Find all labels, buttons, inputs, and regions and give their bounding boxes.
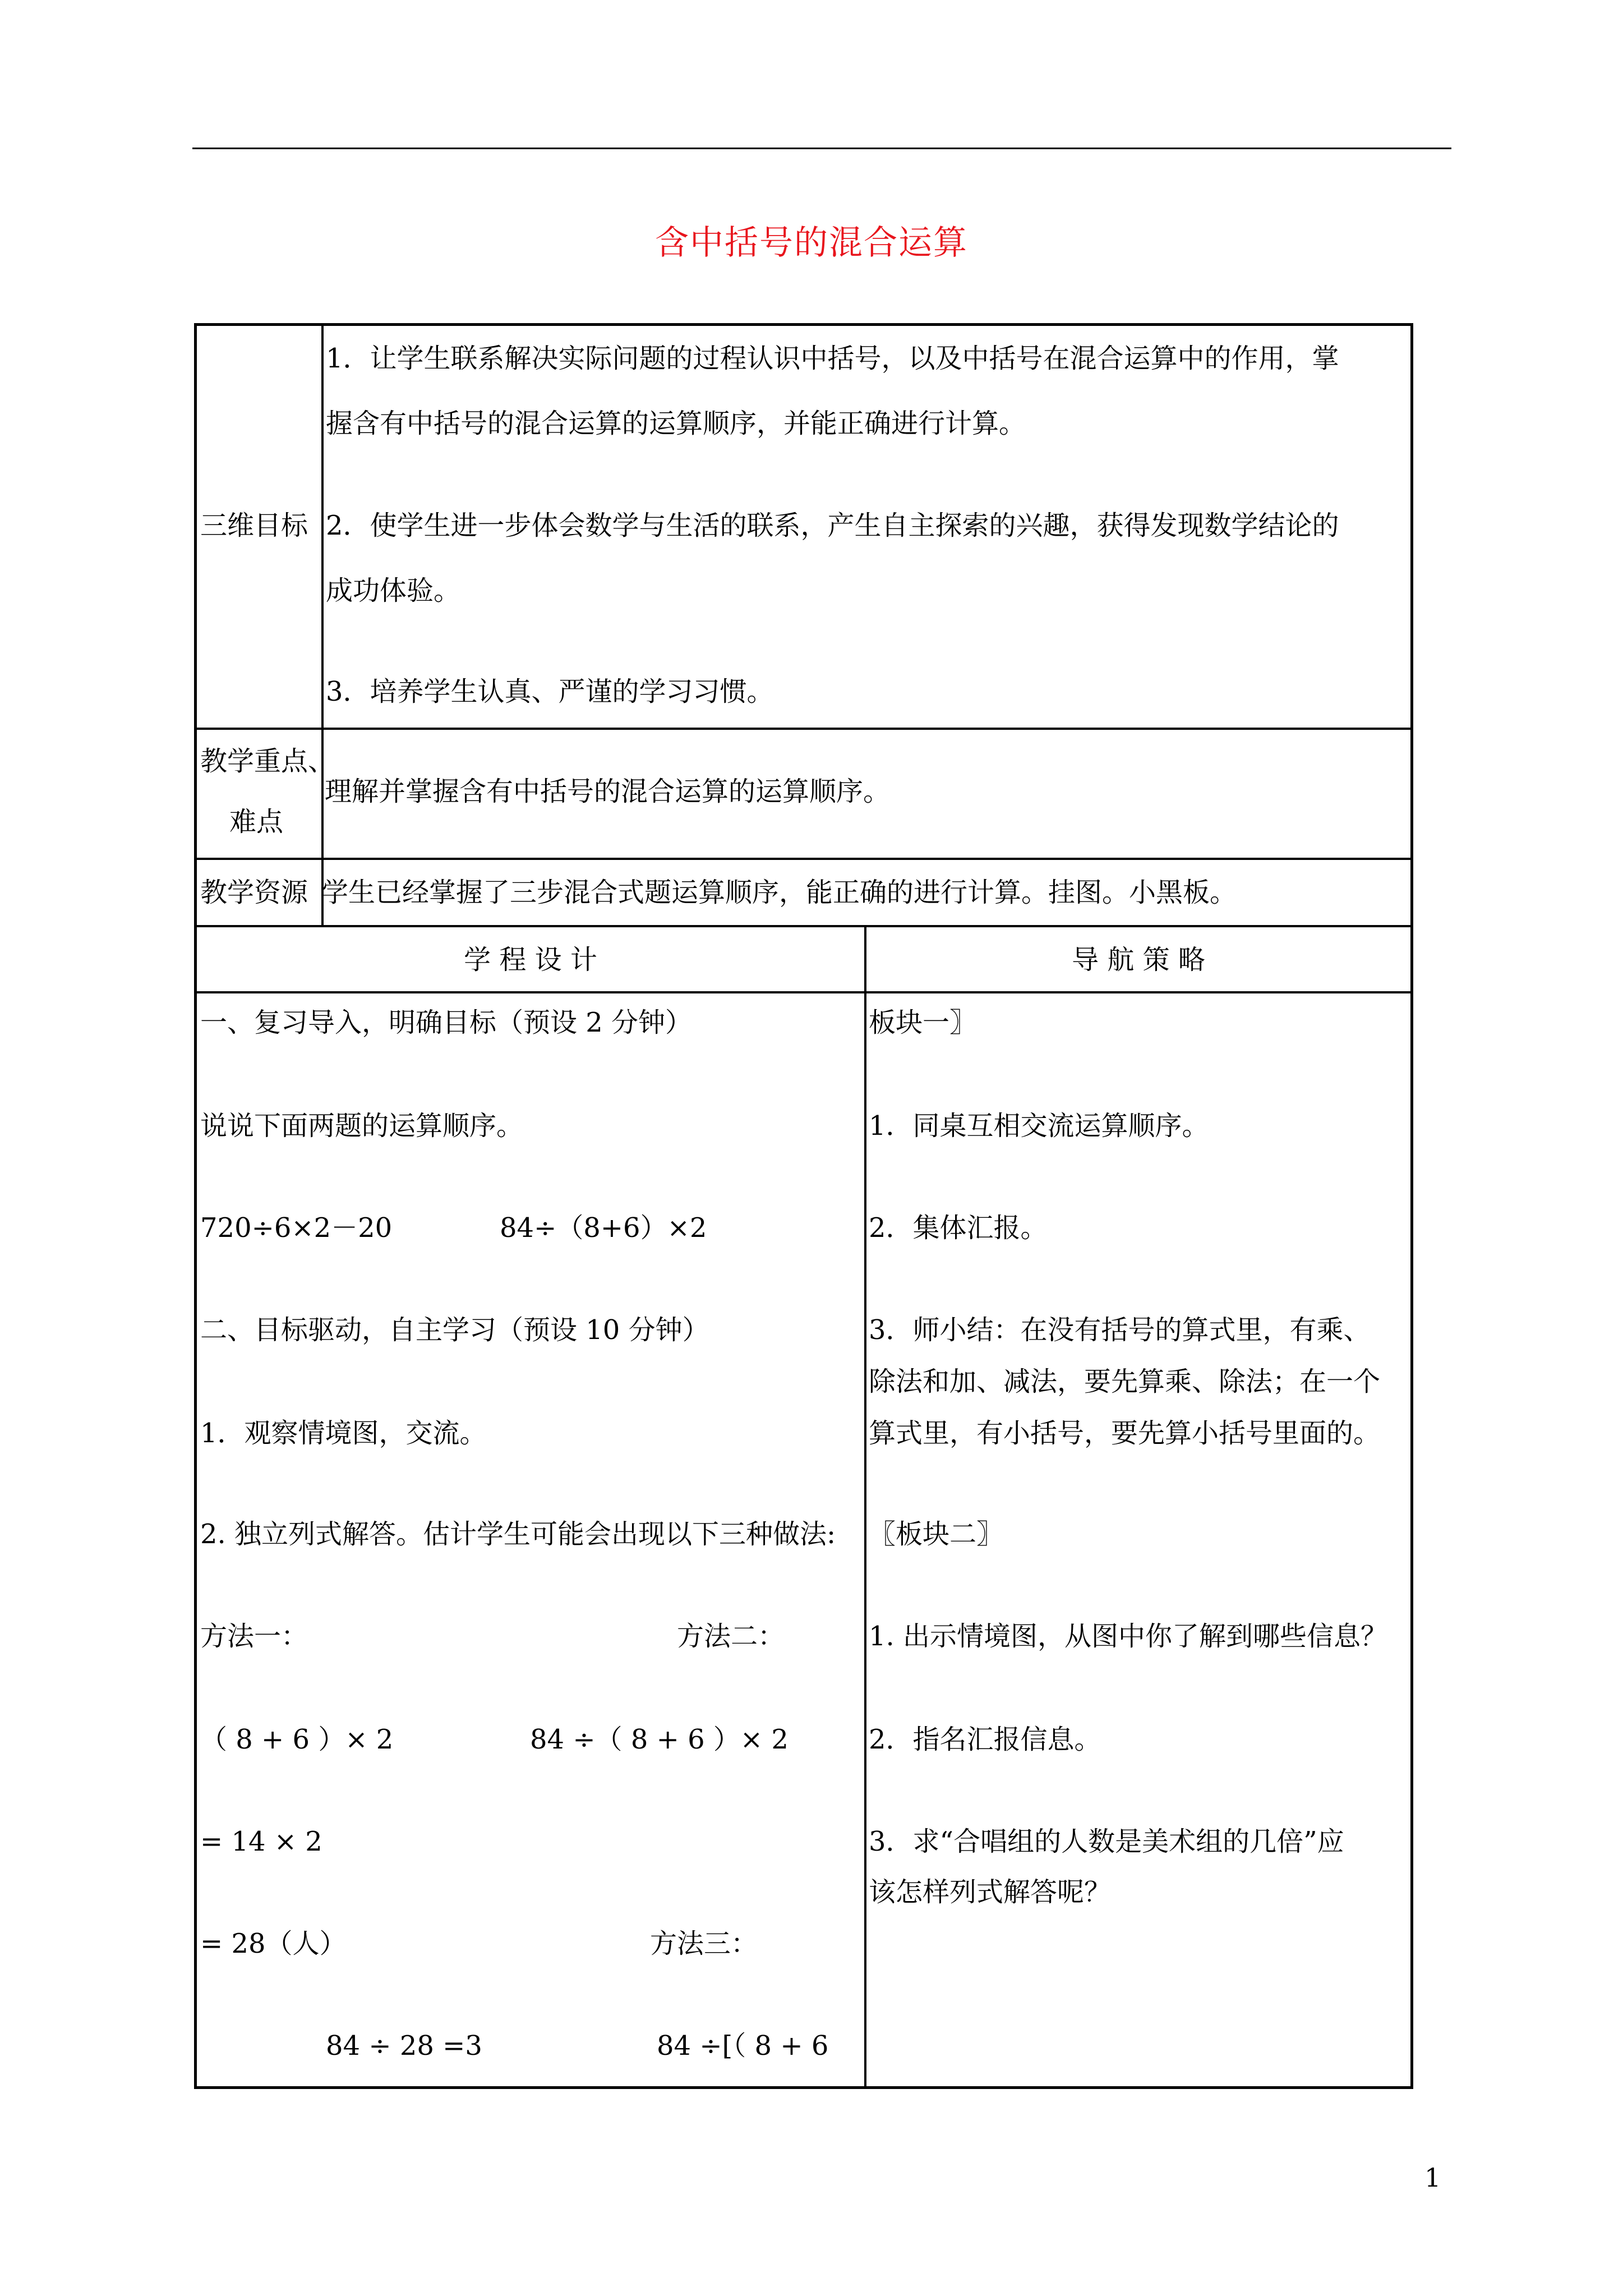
left-column-header: 学 程 设 计 <box>464 944 597 976</box>
section-review-heading: 一、复习导入，明确目标（预设 2 分钟） <box>200 1007 693 1038</box>
row-divider-keypoints <box>197 858 1410 860</box>
block1-item-2: 2．集体汇报。 <box>869 1212 1048 1244</box>
block2-heading: 〖板块二〗 <box>869 1519 1004 1550</box>
center-column-divider <box>864 926 866 2086</box>
objective-line-1: 1．让学生联系解决实际问题的过程认识中括号，以及中括号在混合运算中的作用，掌 <box>326 343 1339 374</box>
resources-label: 教学资源 <box>200 877 308 908</box>
keypoints-text: 理解并掌握含有中括号的混合运算的运算顺序。 <box>325 776 891 807</box>
label-column-divider <box>321 326 324 926</box>
right-column-header: 导 航 策 略 <box>1072 944 1205 976</box>
method3-label: 方法三： <box>650 1928 758 1959</box>
row-divider-objectives <box>197 728 1410 730</box>
objective-line-3: 2．使学生进一步体会数学与生活的联系，产生自主探索的兴趣，获得发现数学结论的 <box>326 510 1339 541</box>
section-selfstudy-heading: 二、目标驱动，自主学习（预设 10 分钟） <box>200 1314 709 1346</box>
objective-line-5: 3．培养学生认真、严谨的学习习惯。 <box>326 676 774 707</box>
block1-item-3-line-2: 除法和加、减法，要先算乘、除法；在一个 <box>869 1366 1381 1397</box>
document-title: 含中括号的混合运算 <box>655 223 968 263</box>
lesson-plan-table <box>194 323 1413 2089</box>
selfstudy-step-1: 1．观察情境图，交流。 <box>200 1418 487 1449</box>
block1-heading: 板块一〗 <box>869 1007 977 1038</box>
method2-line-1: 84 ÷（ 8 + 6 ）× 2 <box>530 1724 789 1755</box>
block2-item-2: 2．指名汇报信息。 <box>869 1724 1101 1755</box>
method1-label: 方法一： <box>200 1621 308 1652</box>
keypoints-label-line1: 教学重点、 <box>200 746 335 777</box>
row-divider-resources <box>197 925 1410 927</box>
review-expression-a: 720÷6×2－20 <box>200 1212 393 1244</box>
block2-item-3-line-2: 该怎样列式解答呢？ <box>869 1876 1112 1908</box>
objective-line-4: 成功体验。 <box>326 575 461 606</box>
block1-item-3-line-3: 算式里，有小括号，要先算小括号里面的。 <box>869 1418 1381 1449</box>
review-expression-b: 84÷（8+6）×2 <box>500 1212 707 1244</box>
keypoints-label-line2: 难点 <box>229 806 284 838</box>
block1-item-3-line-1: 3．师小结：在没有括号的算式里，有乘、 <box>869 1314 1371 1346</box>
objective-line-2: 握含有中括号的混合运算的运算顺序，并能正确进行计算。 <box>326 408 1026 439</box>
selfstudy-step-2: 2. 独立列式解答。估计学生可能会出现以下三种做法: <box>200 1519 836 1550</box>
block2-item-1: 1. 出示情境图，从图中你了解到哪些信息？ <box>869 1621 1388 1652</box>
review-prompt: 说说下面两题的运算顺序。 <box>200 1110 524 1142</box>
method1-line-4: 84 ÷ 28 =3 <box>326 2030 482 2062</box>
page-number: 1 <box>1424 2162 1441 2193</box>
method1-line-3: = 28（人） <box>200 1928 347 1959</box>
block1-item-1: 1．同桌互相交流运算顺序。 <box>869 1110 1209 1142</box>
resources-text: 学生已经掌握了三步混合式题运算顺序，能正确的进行计算。挂图。小黑板。 <box>321 877 1237 908</box>
method1-line-1: （ 8 + 6 ）× 2 <box>200 1724 394 1755</box>
method1-line-2: = 14 × 2 <box>200 1826 322 1857</box>
method3-line-1: 84 ÷[（ 8 + 6 <box>657 2030 829 2062</box>
objectives-label: 三维目标 <box>200 510 308 541</box>
header-rule <box>192 148 1451 149</box>
block2-item-3-line-1: 3．求“合唱组的人数是美术组的几倍”应 <box>869 1826 1344 1857</box>
row-divider-column-headers <box>197 991 1410 993</box>
method2-label: 方法二： <box>677 1621 785 1652</box>
